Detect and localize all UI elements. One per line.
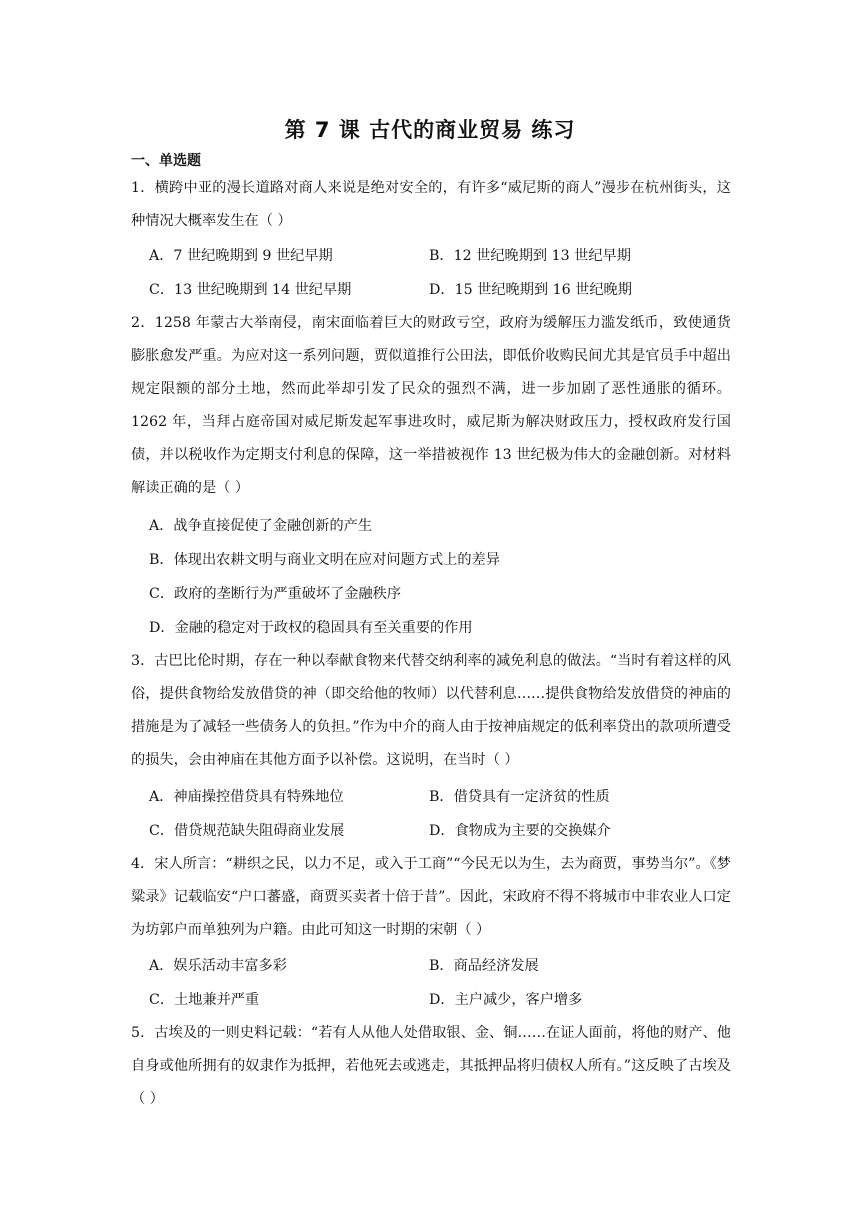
page-title: 第 7 课 古代的商业贸易 练习: [284, 118, 576, 142]
question-4-option-a: A．娱乐活动丰富多彩: [149, 958, 287, 974]
question-2-option-c: C．政府的垄断行为严重破坏了金融秩序: [149, 586, 402, 602]
question-2-option-d: D．金融的稳定对于政权的稳固具有至关重要的作用: [149, 620, 473, 636]
question-2-option-b: B．体现出农耕文明与商业文明在应对问题方式上的差异: [149, 552, 500, 568]
question-1-option-d: D．15 世纪晚期到 16 世纪晚期: [429, 282, 632, 298]
question-4-option-b: B．商品经济发展: [429, 958, 539, 974]
question-4-option-c: C．土地兼并严重: [149, 992, 260, 1008]
question-1-stem: 1．横跨中亚的漫长道路对商人来说是绝对安全的，有许多“威尼斯的商人”漫步在杭州街头，这种情况大概率发生在（ ）: [131, 180, 731, 229]
question-3-option-b: B．借贷具有一定济贫的性质: [429, 789, 610, 805]
question-4-stem: 4．宋人所言：“耕织之民，以力不足，或入于工商”“今民无以为生，去为商贾，事势当尔”。《梦粱录》记载临安“户口蕃盛，商贾买卖者十倍于昔”。因此，宋政府不得不将城市中非农业人口定为坊郭户而单独列为户籍。由此可知这一时期的宋朝（ ）: [131, 856, 731, 938]
question-3-option-d: D．食物成为主要的交换媒介: [429, 823, 611, 839]
section-heading: 一、单选题: [131, 153, 201, 169]
question-3-option-c: C．借贷规范缺失阻碍商业发展: [149, 823, 345, 839]
question-1-option-c: C．13 世纪晚期到 14 世纪早期: [149, 282, 352, 298]
question-5-stem: 5．古埃及的一则史料记载：“若有人从他人处借取银、金、铜……在证人面前，将他的财产、他自身或他所拥有的奴隶作为抵押，若他死去或逃走，其抵押品将归债权人所有。”这反映了古埃及（ ）: [131, 1025, 731, 1107]
question-3-stem: 3．古巴比伦时期，存在一种以奉献食物来代替交纳利率的减免利息的做法。“当时有着这样的风俗，提供食物给发放借贷的神（即交给他的牧师）以代替利息……提供食物给发放借贷的神庙的措施是为了减轻一些债务人的负担。”作为中介的商人由于按神庙规定的低利率贷出的款项所遭受的损失，会由神庙在其他方面予以补偿。这说明，在当时（ ）: [131, 653, 731, 768]
question-3-option-a: A．神庙操控借贷具有特殊地位: [149, 789, 344, 805]
question-2-option-a: A．战争直接促使了金融创新的产生: [149, 518, 373, 534]
question-4-option-d: D．主户减少，客户增多: [429, 992, 583, 1008]
question-2-stem: 2．1258 年蒙古大举南侵，南宋面临着巨大的财政亏空，政府为缓解压力滥发纸币，致使通货膨胀愈发严重。为应对这一系列问题，贾似道推行公田法，即低价收购民间尤其是官员手中超出规定限额的部分土地，然而此举却引发了民众的强烈不满，进一步加剧了恶性通胀的循环。1262 年，当拜占庭帝国对威尼斯发起军事进攻时，威尼斯为解决财政压力，授权政府发行国债，并以税收作为定期支付利息的保障，这一举措被视作 13 世纪极为伟大的金融创新。对材料解读正确的是（ ）: [131, 315, 731, 496]
question-1-option-a: A．7 世纪晚期到 9 世纪早期: [149, 248, 333, 264]
question-1-option-b: B．12 世纪晚期到 13 世纪早期: [429, 248, 631, 264]
